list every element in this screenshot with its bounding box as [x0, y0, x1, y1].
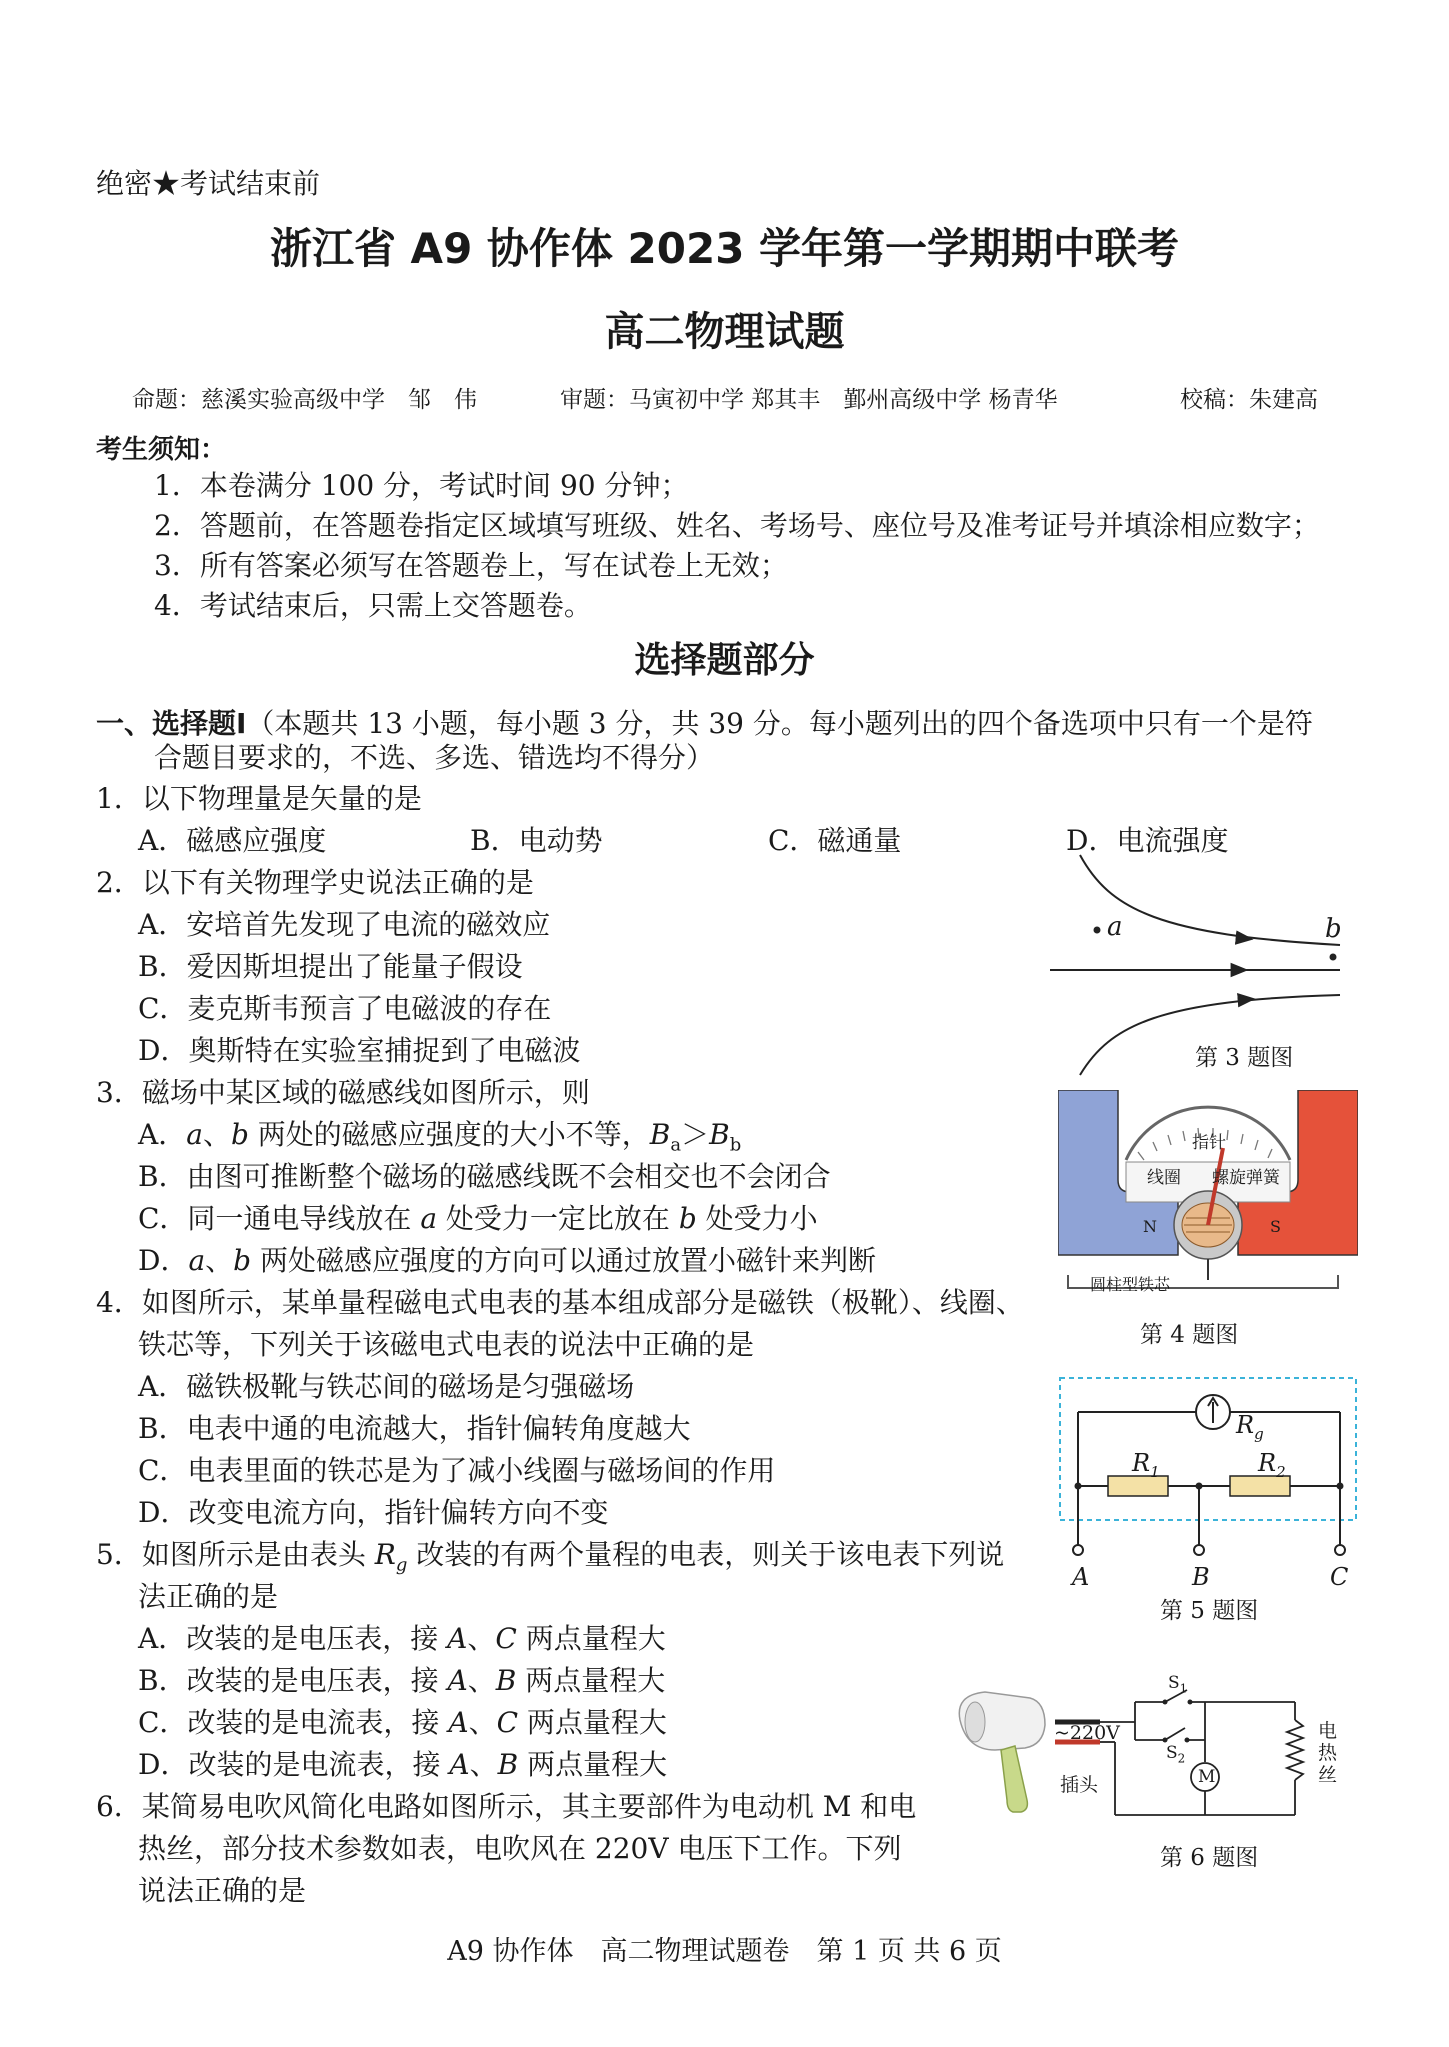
switch-s2-label: $S_2$: [1166, 1743, 1186, 1766]
figure-4-caption: 第 4 题图: [1140, 1322, 1239, 1348]
exam-title: 浙江省 A9 协作体 2023 学年第一学期期中联考: [269, 224, 1180, 273]
q4-option-d: D．改变电流方向，指针偏转方向不变: [138, 1496, 609, 1529]
r2-label: $R_2$: [1258, 1449, 1286, 1481]
q3-option-b: B．由图可推断整个磁场的磁感线既不会相交也不会闭合: [138, 1160, 831, 1193]
q3-option-c: C．同一通电导线放在 a 处受力一定比放在 b 处受力小: [138, 1202, 818, 1235]
q1-stem: 1．以下物理量是矢量的是: [96, 782, 422, 815]
terminal-a-label: A: [1072, 1563, 1090, 1591]
q3-option-d: D．a、b 两处磁感应强度的方向可以通过放置小磁针来判断: [138, 1244, 877, 1277]
part-heading: [96, 706, 1313, 742]
spring-label: 螺旋弹簧: [1212, 1168, 1280, 1188]
terminal-a: [1073, 1545, 1083, 1555]
q2-option-c: C．麦克斯韦预言了电磁波的存在: [138, 992, 552, 1025]
q2-option-b: B．爱因斯坦提出了能量子假设: [138, 950, 523, 983]
field-arrow: [1240, 999, 1252, 1000]
q2-stem: 2．以下有关物理学史说法正确的是: [96, 866, 534, 899]
figure-6-circuit: [955, 1680, 1355, 1840]
exam-subtitle: 高二物理试题: [604, 309, 845, 355]
figure-5-caption: 第 5 题图: [1160, 1598, 1259, 1624]
q6-stem-cont: 热丝，部分技术参数如表，电吹风在 220V 电压下工作。下列: [138, 1832, 902, 1865]
q3-stem: 3．磁场中某区域的磁感线如图所示，则: [96, 1076, 590, 1109]
credit-review: 审题：马寅初中学 郑其丰 鄞州高级中学 杨青华: [560, 387, 1058, 413]
section-title: 选择题部分: [634, 640, 815, 681]
q6-stem-cont: 说法正确的是: [138, 1874, 307, 1907]
motor-label: M: [1198, 1767, 1216, 1787]
pointer-label: 指针: [1192, 1133, 1226, 1153]
q6-stem: 6．某简易电吹风简化电路如图所示，其主要部件为电动机 M 和电: [96, 1790, 917, 1823]
point-a: [1094, 927, 1101, 934]
page-footer: A9 协作体 高二物理试题卷 第 1 页 共 6 页: [447, 1936, 1002, 1967]
heater-label: 电热丝: [1318, 1720, 1338, 1786]
point-b-label: b: [1325, 914, 1342, 944]
q1-option-b: B．电动势: [470, 824, 603, 857]
figure-5-circuit: [1058, 1376, 1358, 1576]
q5-option-a: A．改装的是电压表，接 A、C 两点量程大: [138, 1622, 666, 1655]
q4-option-b: B．电表中通的电流越大，指针偏转角度越大: [138, 1412, 691, 1445]
credit-proof: 校稿：朱建高: [1180, 387, 1318, 413]
terminal-b-label: B: [1192, 1563, 1210, 1591]
south-pole-label: S: [1270, 1217, 1281, 1236]
core-label: 圆柱型铁芯: [1090, 1275, 1171, 1294]
terminal-c: [1335, 1545, 1345, 1555]
q5-stem-cont: 法正确的是: [138, 1580, 279, 1613]
north-pole-label: N: [1143, 1217, 1157, 1236]
q1-option-d: D．电流强度: [1066, 824, 1229, 857]
coil-label: 线圈: [1147, 1168, 1181, 1188]
confidential-mark: 绝密★考试结束前: [96, 167, 321, 200]
notice-item: 2．答题前，在答题卷指定区域填写班级、姓名、考场号、座位号及准考证号并填涂相应数字；: [154, 509, 1320, 542]
q4-stem-cont: 铁芯等，下列关于该磁电式电表的说法中正确的是: [138, 1328, 755, 1361]
q2-option-d: D．奥斯特在实验室捕捉到了电磁波: [138, 1034, 581, 1067]
terminal-b: [1194, 1545, 1204, 1555]
part-label: 一、选择题Ⅰ: [96, 707, 247, 740]
hair-dryer-icon: [959, 1692, 1045, 1812]
q1-option-a: A．磁感应强度: [138, 824, 327, 857]
q2-option-a: A．安培首先发现了电流的磁效应: [138, 908, 551, 941]
switch-s1-label: $S_1$: [1168, 1673, 1188, 1696]
credit-author: 命题：慈溪实验高级中学 邹 伟: [132, 387, 477, 413]
notice-item: 3．所有答案必须写在答题卷上，写在试卷上无效；: [154, 549, 788, 582]
field-arrow: [1240, 938, 1250, 939]
plug-label: 插头: [1060, 1774, 1099, 1796]
notice-item: 4．考试结束后，只需上交答题卷。: [154, 589, 592, 622]
q5-stem: 5．如图所示是由表头 $R_g$ 改装的有两个量程的电表，则关于该电表下列说: [96, 1538, 1005, 1576]
q3-option-a: A．a、b 两处的磁感应强度的大小不等，$B_a>B_b$: [138, 1118, 742, 1156]
q4-option-c: C．电表里面的铁芯是为了减小线圈与磁场间的作用: [138, 1454, 776, 1487]
notice-item: 1．本卷满分 100 分，考试时间 90 分钟；: [154, 469, 689, 502]
figure-3-caption: 第 3 题图: [1195, 1045, 1294, 1071]
voltage-label: ~220V: [1054, 1722, 1120, 1744]
point-a-label: a: [1107, 912, 1123, 942]
r1-label: $R_1$: [1132, 1449, 1160, 1481]
rg-label: $R_g$: [1236, 1411, 1264, 1443]
notice-heading: 考生须知：: [96, 435, 227, 465]
q5-option-b: B．改装的是电压表，接 A、B 两点量程大: [138, 1664, 666, 1697]
q5-option-d: D．改装的是电流表，接 A、B 两点量程大: [138, 1748, 668, 1781]
q5-option-c: C．改装的是电流表，接 A、C 两点量程大: [138, 1706, 667, 1739]
terminal-c-label: C: [1330, 1563, 1349, 1591]
q4-stem: 4．如图所示，某单量程磁电式电表的基本组成部分是磁铁（极靴）、线圈、: [96, 1286, 1024, 1319]
part-description: （本题共 13 小题，每小题 3 分，共 39 分。每小题列出的四个备选项中只有一个是符: [246, 707, 1313, 740]
q1-option-c: C．磁通量: [768, 824, 902, 857]
heating-wire: [1287, 1720, 1303, 1780]
part-description-cont: 合题目要求的，不选、多选、错选均不得分）: [154, 741, 715, 774]
figure-6-caption: 第 6 题图: [1160, 1845, 1259, 1871]
q4-option-a: A．磁铁极靴与铁芯间的磁场是匀强磁场: [138, 1370, 635, 1403]
point-b: [1330, 954, 1337, 961]
